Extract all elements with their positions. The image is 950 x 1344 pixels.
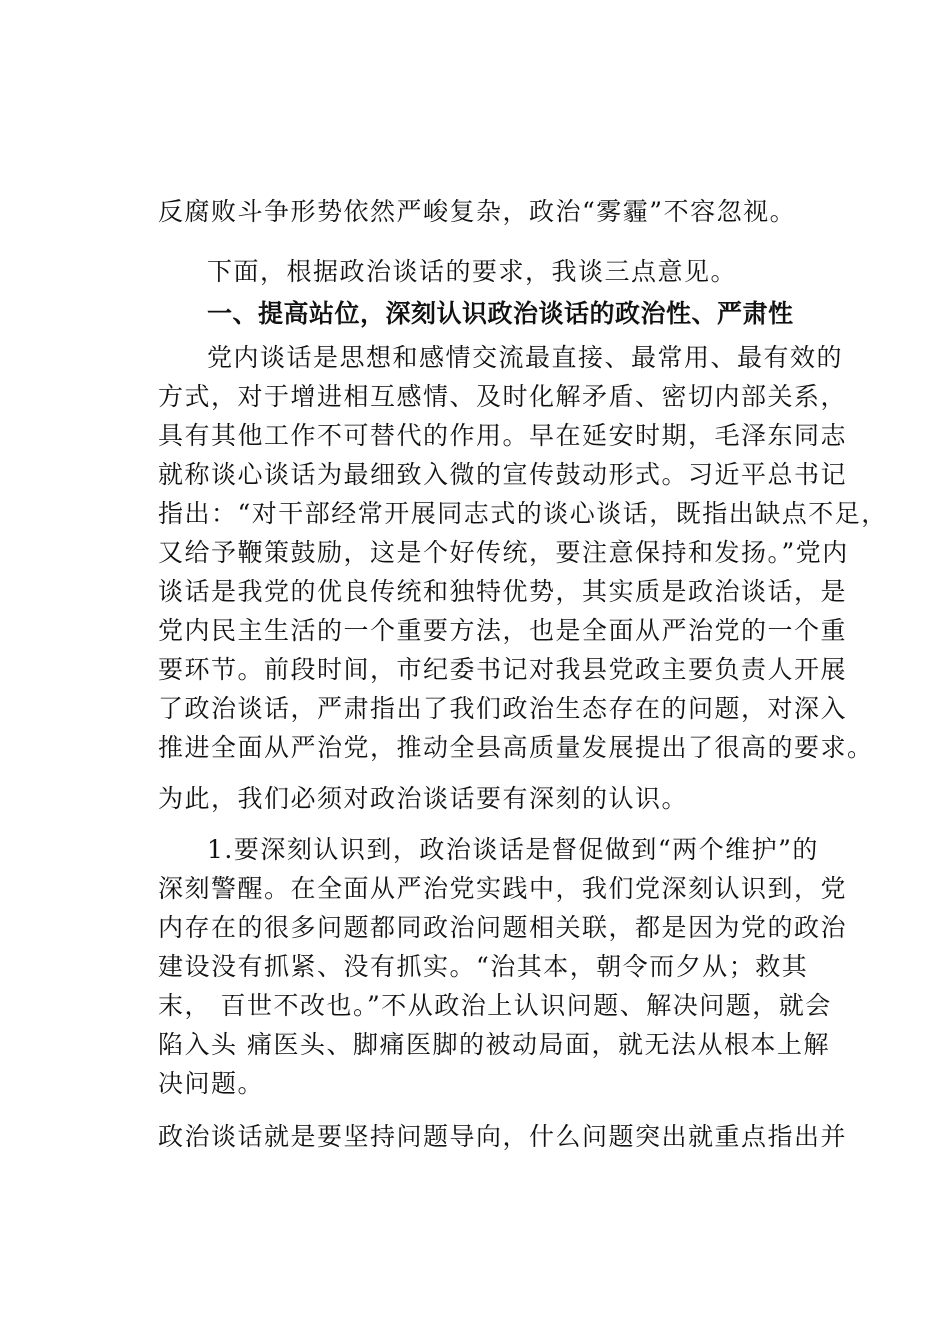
paragraph-line: 内存在的很多问题都同政治问题相关联，都是因为党的政治 [158,913,848,942]
paragraph-line: 决问题。 [158,1069,265,1098]
paragraph-line: 末， 百世不改也。”不从政治上认识问题、解决问题，就会 [158,991,832,1020]
paragraph-line: 下面，根据政治谈话的要求，我谈三点意见。 [207,257,738,286]
paragraph-line: 党内谈话是思想和感情交流最直接、最常用、最有效的 [207,343,844,372]
paragraph-line: 方式，对于增进相互感情、及时化解矛盾、密切内部关系， [158,382,848,411]
paragraph-line: 又给予鞭策鼓励，这是个好传统，要注意保持和发扬。”党内 [158,538,849,567]
paragraph-line: 深刻警醒。在全面从严治党实践中，我们党深刻认识到，党 [158,874,848,903]
section-heading: 一、提高站位，深刻认识政治谈话的政治性、严肃性 [207,299,794,328]
paragraph-line: 反腐败斗争形势依然严峻复杂，政治“雾霾”不容忽视。 [158,197,797,226]
paragraph-line: 就称谈心谈话为最细致入微的宣传鼓动形式。习近平总书记 [158,460,848,489]
paragraph-line: 谈话是我党的优良传统和独特优势，其实质是政治谈话，是 [158,577,848,606]
paragraph-line: 要环节。前段时间，市纪委书记对我县党政主要负责人开展 [158,655,848,684]
paragraph-line: 党内民主生活的一个重要方法，也是全面从严治党的一个重 [158,616,848,645]
paragraph-line: 具有其他工作不可替代的作用。早在延安时期，毛泽东同志 [158,421,848,450]
paragraph-line: 为此，我们必须对政治谈话要有深刻的认识。 [158,784,689,813]
paragraph-line: 指出：“对干部经常开展同志式的谈心谈话，既指出缺点不足， [158,499,888,528]
paragraph-line: 推进全面从严治党，推动全县高质量发展提出了很高的要求。 [158,733,874,762]
paragraph-line: 了政治谈话，严肃指出了我们政治生态存在的问题，对深入 [158,694,848,723]
paragraph-line: 1.要深刻认识到，政治谈话是督促做到“两个维护”的 [207,835,819,864]
paragraph-line: 陷入头 痛医头、脚痛医脚的被动局面，就无法从根本上解 [158,1030,830,1059]
paragraph-line: 建设没有抓紧、没有抓实。“治其本，朝令而夕从；救其 [158,952,809,981]
paragraph-line: 政治谈话就是要坚持问题导向，什么问题突出就重点指出并 [158,1122,848,1151]
